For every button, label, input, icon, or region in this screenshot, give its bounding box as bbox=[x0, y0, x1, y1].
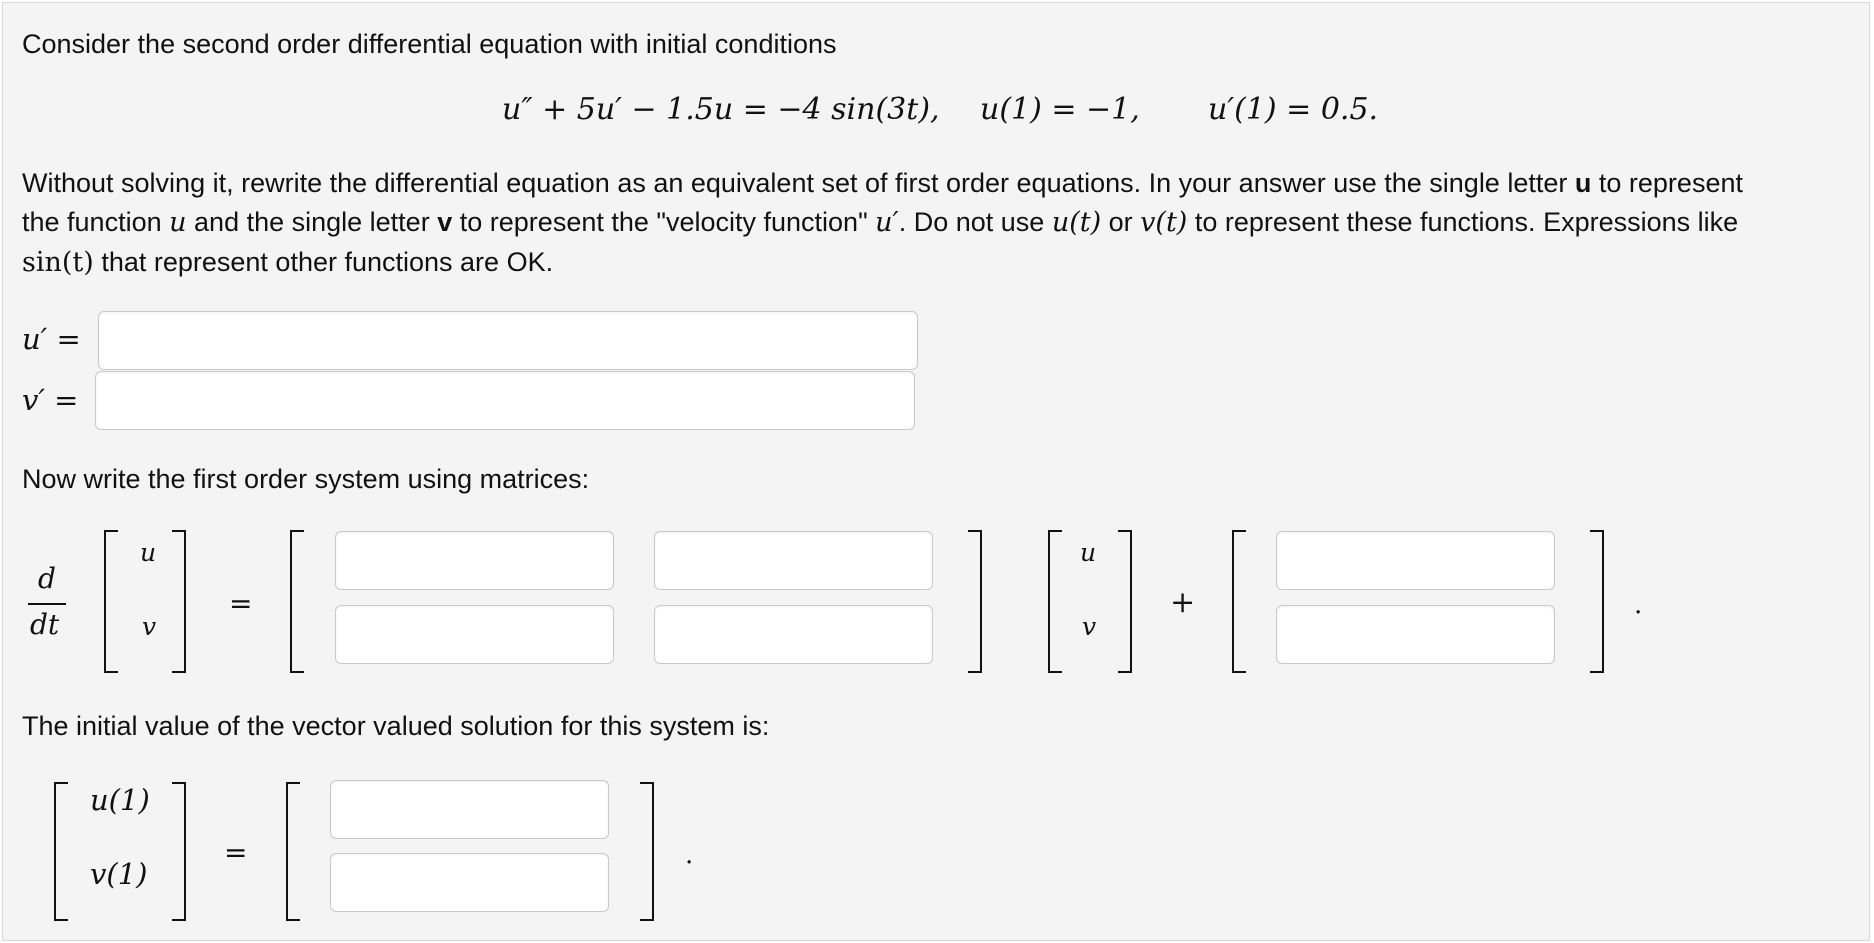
left-bracket bbox=[54, 782, 68, 921]
intro-text: Consider the second order differential equation with initial conditions bbox=[22, 29, 837, 59]
math-vt: v(t) bbox=[1140, 207, 1188, 238]
vector-v: v bbox=[142, 612, 157, 641]
vector-u: u bbox=[140, 538, 157, 567]
vector-u: u bbox=[1080, 538, 1097, 567]
right-bracket bbox=[968, 530, 982, 673]
matrix-a12-input[interactable] bbox=[654, 531, 933, 590]
left-bracket bbox=[290, 530, 304, 673]
period: . bbox=[685, 840, 694, 870]
bold-letter-u: u bbox=[1574, 168, 1592, 198]
instructions-text: that represent other functions are OK. bbox=[101, 247, 554, 277]
right-bracket bbox=[172, 530, 186, 673]
instructions-line-2 bbox=[22, 202, 1738, 243]
period: . bbox=[1634, 590, 1643, 620]
math-sint: sin(t) bbox=[22, 247, 94, 278]
initial-u-input[interactable] bbox=[330, 780, 609, 839]
matrix-heading: Now write the first order system using matrices: bbox=[22, 464, 590, 494]
ode-equation: u″ + 5u′ − 1.5u = −4 sin(3t), bbox=[502, 92, 940, 127]
initial-condition-u: u(1) = −1, bbox=[980, 92, 1140, 127]
instructions-line-3 bbox=[22, 242, 553, 283]
forcing-f1-input[interactable] bbox=[1276, 531, 1555, 590]
right-bracket bbox=[172, 782, 186, 921]
instructions-text: and the single letter bbox=[194, 207, 430, 237]
fraction-bar bbox=[28, 603, 66, 605]
equals-sign: = bbox=[229, 587, 253, 620]
right-bracket bbox=[1590, 530, 1604, 673]
vector-v: v bbox=[1082, 612, 1097, 641]
instructions-text: . Do not use bbox=[898, 207, 1045, 237]
instructions-text: to represent the "velocity function" bbox=[459, 207, 868, 237]
matrix-a11-input[interactable] bbox=[335, 531, 614, 590]
initial-condition-uprime: u′(1) = 0.5. bbox=[1208, 92, 1379, 127]
left-bracket bbox=[286, 782, 300, 921]
matrix-a22-input[interactable] bbox=[654, 605, 933, 664]
forcing-f2-input[interactable] bbox=[1276, 605, 1555, 664]
instructions-text: or bbox=[1108, 207, 1133, 237]
math-uprime: u′ bbox=[875, 207, 899, 238]
left-bracket bbox=[1232, 530, 1246, 673]
v-at-1: v(1) bbox=[90, 857, 148, 891]
uprime-input[interactable] bbox=[98, 311, 918, 370]
math-ut: u(t) bbox=[1051, 207, 1102, 238]
instructions-text: to represent these functions. Expressions like bbox=[1194, 207, 1739, 237]
uprime-label: u′ = bbox=[22, 322, 81, 356]
vprime-input[interactable] bbox=[95, 371, 915, 430]
plus-sign: + bbox=[1170, 585, 1196, 620]
vprime-label: v′ = bbox=[22, 383, 79, 417]
derivative-numerator: d bbox=[38, 562, 56, 595]
instructions-text: the function bbox=[22, 207, 162, 237]
instructions-text: Without solving it, rewrite the differential equation as an equivalent set of first order equations. In your answer use the single letter bbox=[22, 168, 1568, 198]
initial-value-heading: The initial value of the vector valued solution for this system is: bbox=[22, 711, 770, 741]
instructions-line-1 bbox=[22, 163, 1743, 203]
math-u: u bbox=[169, 207, 187, 238]
instructions-text: to represent bbox=[1598, 168, 1743, 198]
right-bracket bbox=[640, 782, 654, 921]
u-at-1: u(1) bbox=[90, 783, 150, 817]
left-bracket bbox=[104, 530, 118, 673]
left-bracket bbox=[1048, 530, 1062, 673]
equals-sign: = bbox=[224, 836, 248, 869]
matrix-a21-input[interactable] bbox=[335, 605, 614, 664]
right-bracket bbox=[1118, 530, 1132, 673]
derivative-denominator: dt bbox=[30, 608, 60, 641]
initial-v-input[interactable] bbox=[330, 853, 609, 912]
bold-letter-v: v bbox=[437, 207, 453, 237]
